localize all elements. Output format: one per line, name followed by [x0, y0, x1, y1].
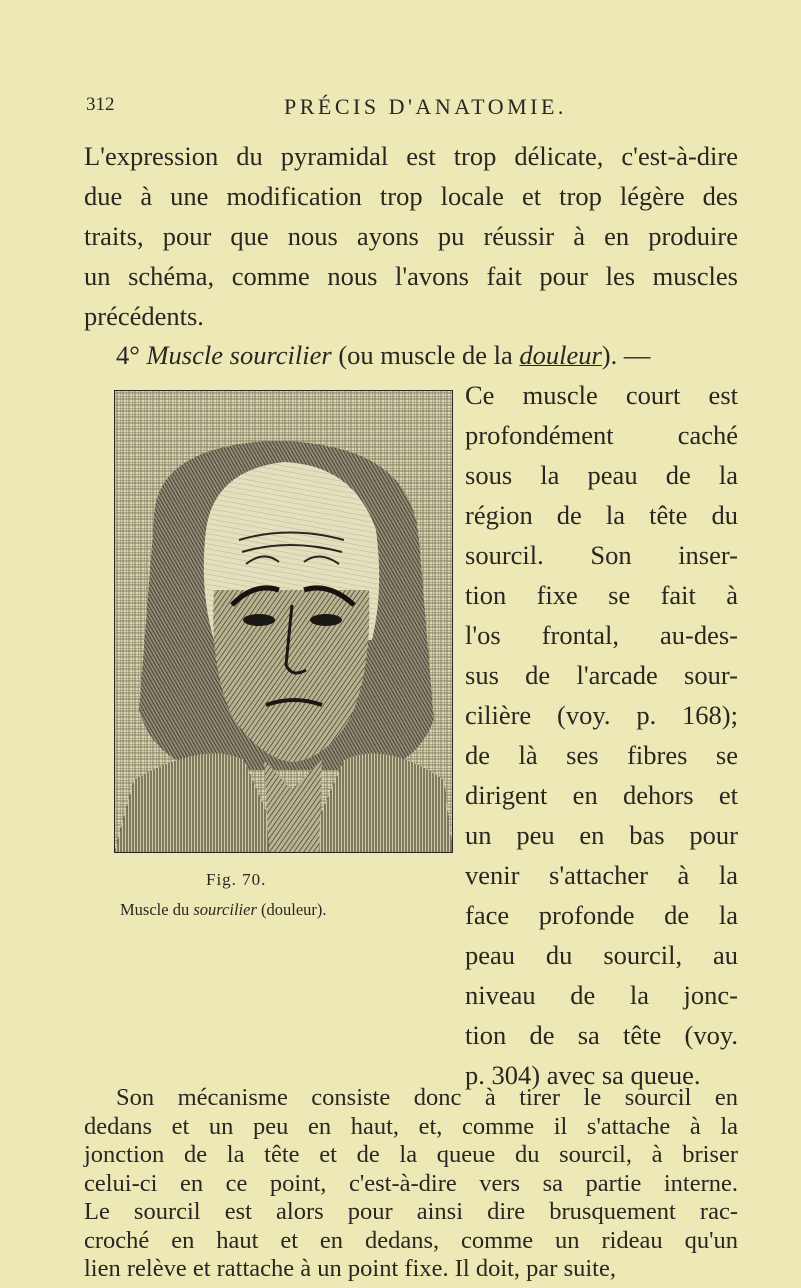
paragraph-line: lien relève et rattache à un point fixe. Il doit, par suite,: [84, 1255, 616, 1282]
wrap-line: un peu en bas pour: [465, 820, 738, 850]
paragraph-line: dedans et un peu en haut, et, comme il s'attache à la: [84, 1112, 738, 1140]
section-title-rest: (ou muscle de la: [338, 340, 513, 370]
page-number: 312: [86, 94, 115, 115]
paragraph-line: Le sourcil est alors pour ainsi dire brusquement rac-: [84, 1198, 738, 1225]
paragraph-line: due à une modification trop locale et trop légère des: [84, 181, 738, 211]
paragraph-line: celui-ci en ce point, c'est-à-dire vers sa partie interne.: [84, 1169, 738, 1197]
wrap-line: sourcil. Son inser-: [465, 540, 738, 570]
wrap-line: dirigent en dehors et: [465, 780, 738, 810]
figure-illustration: [114, 390, 453, 853]
section-number: 4°: [116, 340, 140, 370]
wrap-line: p. 304) avec sa queue.: [465, 1060, 701, 1090]
wrap-line: face profonde de la: [465, 900, 738, 930]
caption-text-end: (douleur).: [261, 900, 327, 919]
wrap-line: de là ses fibres se: [465, 740, 738, 770]
wrap-line: profondément caché: [465, 420, 738, 450]
section-title-douleur: douleur: [519, 340, 602, 370]
caption-text: Muscle du: [120, 900, 190, 919]
wrap-line: niveau de la jonc-: [465, 980, 738, 1010]
paragraph-line: L'expression du pyramidal est trop délicate, c'est-à-dire: [84, 141, 738, 171]
paragraph-line: jonction de la tête et de la queue du sourcil, à briser: [84, 1141, 738, 1168]
wrap-line: tion de sa tête (voy.: [465, 1020, 738, 1050]
wrap-line: tion fixe se fait à: [465, 580, 738, 610]
paragraph-line: précédents.: [84, 301, 204, 331]
wrap-line: cilière (voy. p. 168);: [465, 700, 738, 730]
wrap-line: sus de l'arcade sour-: [465, 660, 738, 690]
paragraph-line: traits, pour que nous ayons pu réussir à en produire: [84, 221, 738, 251]
paragraph-line: un schéma, comme nous l'avons fait pour les muscles: [84, 261, 738, 291]
wrap-line: Ce muscle court est: [465, 380, 738, 410]
paragraph-line: croché en haut et en dedans, comme un rideau qu'un: [84, 1226, 738, 1254]
paragraph-line: Son mécanisme consiste donc à tirer le sourcil en: [116, 1084, 738, 1111]
wrap-line: sous la peau de la: [465, 460, 738, 490]
figure-label: Fig. 70.: [206, 870, 267, 889]
running-title: PRÉCIS D'ANATOMIE.: [284, 94, 567, 119]
caption-italic: sourcilier: [193, 900, 257, 919]
section-title-end: ). —: [601, 340, 651, 370]
section-title: Muscle sourcilier: [146, 340, 332, 370]
wrap-line: l'os frontal, au-des-: [465, 620, 738, 650]
wrap-line: peau du sourcil, au: [465, 940, 738, 970]
section-heading: [116, 339, 738, 371]
wrap-line: venir s'attacher à la: [465, 860, 738, 890]
wrap-line: région de la tête du: [465, 500, 738, 530]
figure-caption: [120, 900, 327, 920]
